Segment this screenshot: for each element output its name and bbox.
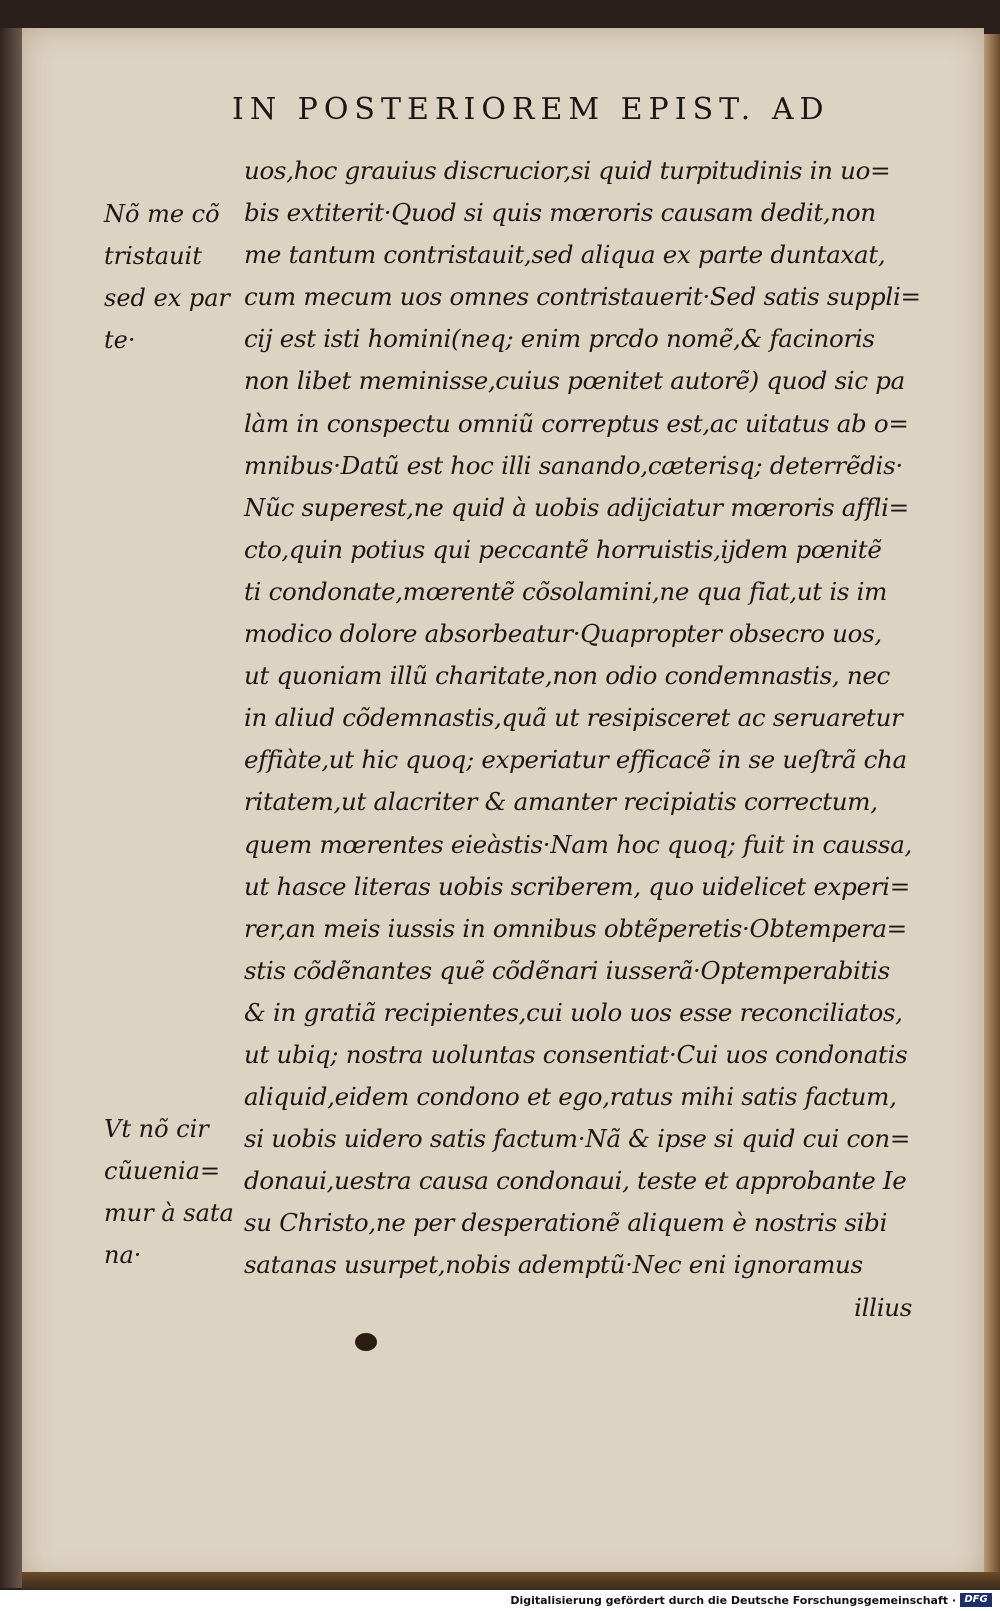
text-line: modico dolore absorbeatur·Quapropter obsecro uos,	[244, 619, 882, 649]
text-line: cum mecum uos omnes contristauerit·Sed satis suppli=	[244, 282, 921, 312]
digitization-footer	[0, 1590, 1000, 1611]
text-line: quem mœrentes eieàstis·Nam hoc quoq; fuit in caussa,	[244, 829, 912, 859]
catchword: illius	[854, 1292, 912, 1322]
margin-note-line: tristauit	[104, 242, 202, 271]
margin-note-line: mur à sata	[104, 1199, 234, 1228]
margin-note-line: sed ex par	[104, 284, 231, 313]
footer-credit: Digitalisierung gefördert durch die Deutsche Forschungsgemeinschaft ·	[510, 1594, 956, 1607]
margin-note-1	[104, 193, 244, 361]
margin-note-line: Nõ me cõ	[104, 200, 220, 228]
text-line: ut hasce literas uobis scriberem, quo uidelicet experi=	[244, 871, 910, 901]
text-line: uos,hoc grauius discrucior,si quid turpitudinis in uo=	[244, 156, 891, 185]
margin-note-line: cũuenia=	[104, 1157, 221, 1186]
text-line: ut quoniam illũ charitate,non odio condemnastis, nec	[244, 661, 890, 691]
text-line: & in gratiã recipientes,cui uolo uos esse reconciliatos,	[244, 997, 903, 1027]
text-line: làm in conspectu omniũ correptus est,ac uitatus ab o=	[244, 408, 909, 438]
text-line: ut ubiq; nostra uoluntas consentiat·Cui uos condonatis	[244, 1039, 908, 1069]
body-text	[244, 150, 920, 1329]
text-line: aliquid,eidem condono et ego,ratus mihi satis factum,	[244, 1082, 897, 1112]
text-line: ti condonate,mœrentẽ cõsolamini,ne qua fiat,ut is im	[244, 576, 888, 606]
text-line: in aliud cõdemnastis,quã ut resipisceret ac seruaretur	[244, 703, 903, 733]
text-line: ritatem,ut alacriter & amanter recipiatis correctum,	[244, 787, 878, 817]
text-line: rer,an meis iussis in omnibus obtẽperetis·Obtempera=	[244, 913, 907, 943]
running-head: IN POSTERIOREM EPIST. AD	[232, 92, 830, 127]
text-line: cij est isti homini(neq; enim prcdo nomẽ,& facinoris	[244, 324, 875, 354]
ink-blot	[355, 1333, 377, 1351]
text-line: cto,quin potius qui peccantẽ horruistis,ijdem pœnitẽ	[244, 534, 882, 564]
text-line: su Christo,ne per desperationẽ aliquem è nostris sibi	[244, 1208, 888, 1238]
text-line: Nũc superest,ne quid à uobis adijciatur mœroris affli=	[244, 492, 909, 522]
text-line: bis extiterit·Quod si quis mœroris causam dedit,non	[244, 198, 876, 228]
text-line: non libet meminisse,cuius pœnitet autorẽ) quod sic pa	[244, 366, 905, 396]
book-bottom-edge	[22, 1572, 1000, 1590]
margin-note-2	[104, 1108, 244, 1276]
text-line: donaui,uestra causa condonaui, teste et approbante Ie	[244, 1166, 907, 1196]
dfg-logo: DFG	[960, 1593, 992, 1607]
book-spine-edge	[0, 28, 22, 1588]
margin-note-line: te·	[104, 326, 136, 355]
text-line: si uobis uidero satis factum·Nã & ipse si quid cui con=	[244, 1124, 911, 1154]
page-stack-edge	[984, 34, 1000, 1584]
text-line: effiàte,ut hic quoq; experiatur efficacẽ in se ueſtrã cha	[244, 745, 907, 775]
text-line: mnibus·Datũ est hoc illi sanando,cæterisq; deterrẽdis·	[244, 450, 903, 480]
text-line: stis cõdẽnantes quẽ cõdẽnari iusserã·Optemperabitis	[244, 955, 890, 985]
text-line: me tantum contristauit,sed aliqua ex parte duntaxat,	[244, 240, 886, 270]
margin-note-line: na·	[104, 1241, 142, 1270]
text-line: satanas usurpet,nobis ademptũ·Nec eni ignoramus	[244, 1250, 863, 1280]
margin-note-line: Vt nõ cir	[104, 1115, 209, 1143]
